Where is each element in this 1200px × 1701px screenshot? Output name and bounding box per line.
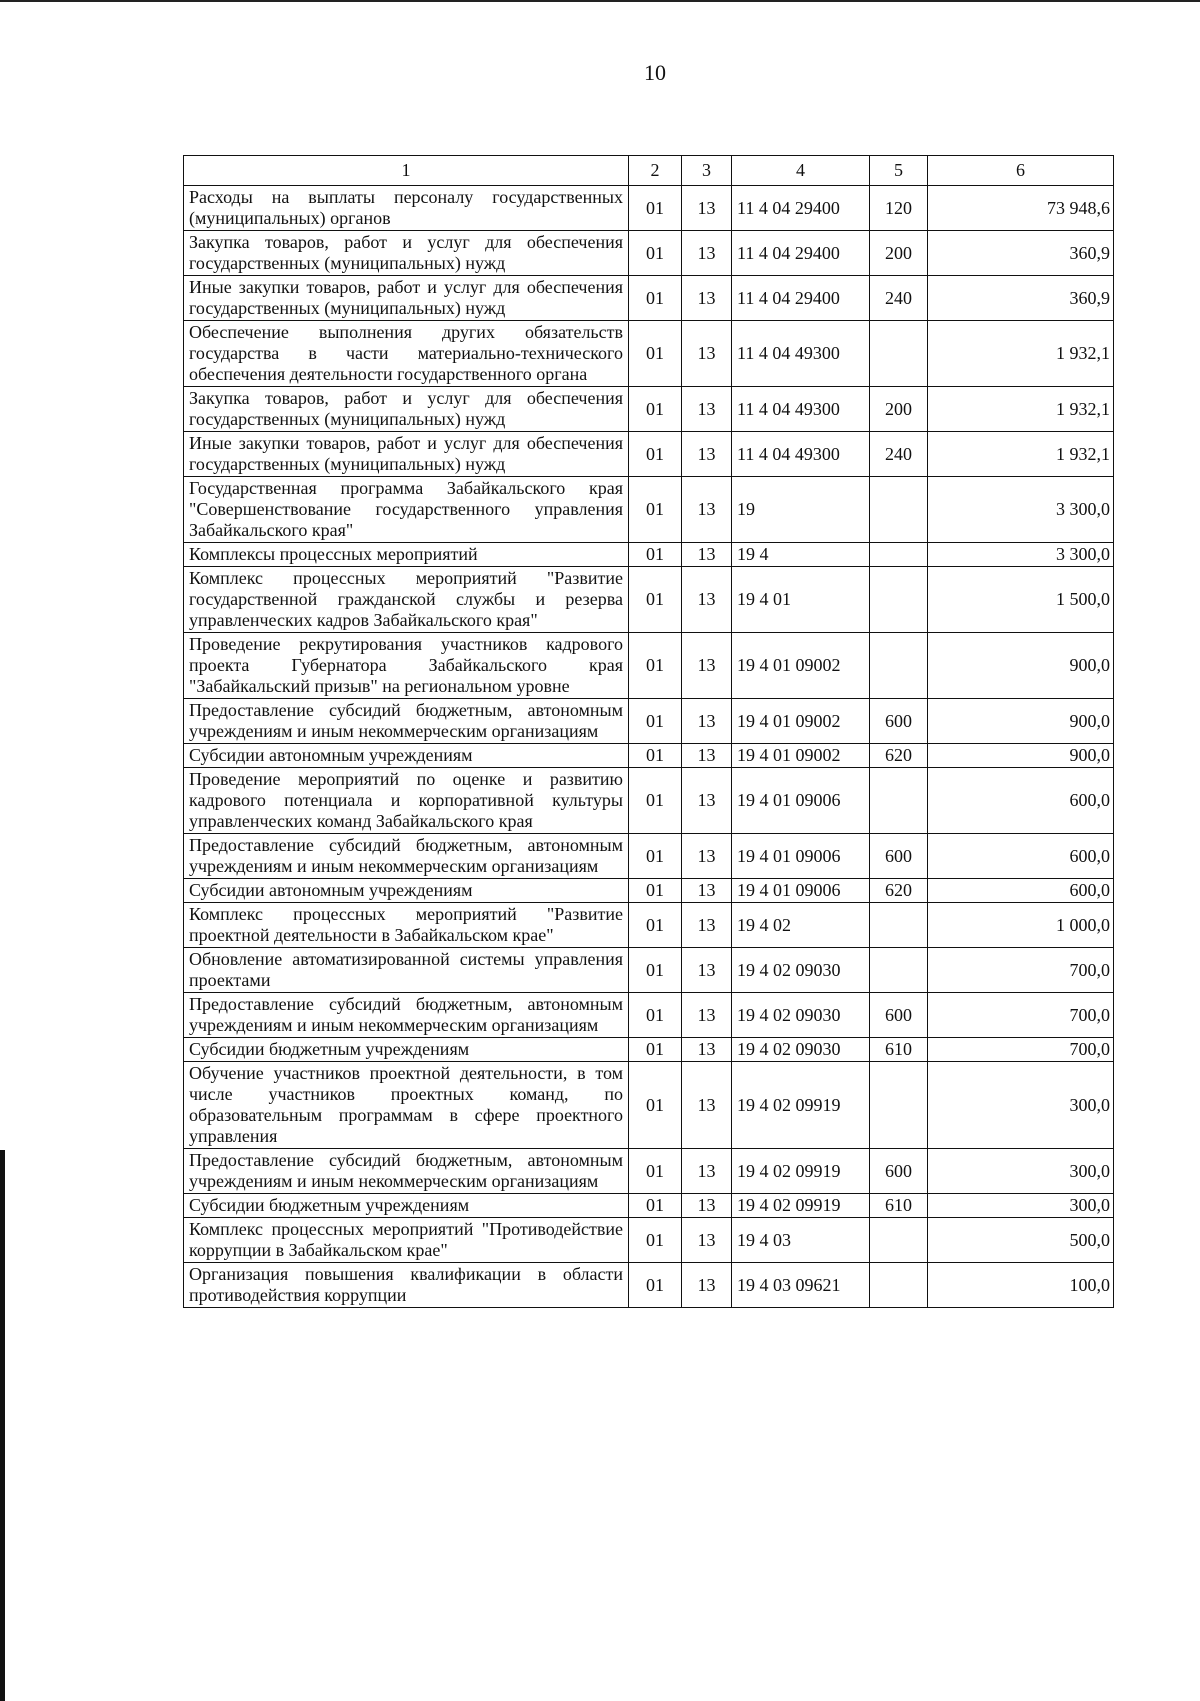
table-body (184, 186, 1114, 1308)
row-type-cell: 600 (870, 834, 928, 879)
header-col-1: 1 (184, 156, 629, 186)
row-type-cell: 240 (870, 432, 928, 477)
row-type-cell: 620 (870, 744, 928, 768)
row-amount-cell: 600,0 (928, 834, 1114, 879)
row-type-cell (870, 633, 928, 699)
row-type-cell (870, 543, 928, 567)
table-row (184, 1149, 1114, 1194)
row-name-cell: Иные закупки товаров, работ и услуг для обеспечения государственных (муниципальных) нужд (184, 276, 629, 321)
row-subsection-cell: 13 (682, 903, 732, 948)
row-type-cell (870, 903, 928, 948)
row-section-cell: 01 (629, 834, 682, 879)
row-name-cell: Проведение мероприятий по оценке и развитию кадрового потенциала и корпоративной культуры управленческих команд Забайкальского края (184, 768, 629, 834)
row-name-cell: Закупка товаров, работ и услуг для обеспечения государственных (муниципальных) нужд (184, 387, 629, 432)
row-section-cell: 01 (629, 633, 682, 699)
row-name-cell: Комплекс процессных мероприятий "Развитие проектной деятельности в Забайкальском крае" (184, 903, 629, 948)
row-amount-cell: 3 300,0 (928, 477, 1114, 543)
table-row (184, 231, 1114, 276)
row-section-cell: 01 (629, 432, 682, 477)
table-row (184, 543, 1114, 567)
row-subsection-cell: 13 (682, 321, 732, 387)
row-subsection-cell: 13 (682, 477, 732, 543)
row-subsection-cell: 13 (682, 1194, 732, 1218)
row-amount-cell: 900,0 (928, 744, 1114, 768)
row-subsection-cell: 13 (682, 1218, 732, 1263)
row-code-cell: 19 4 01 09002 (732, 699, 870, 744)
row-subsection-cell: 13 (682, 879, 732, 903)
row-name-cell: Субсидии бюджетным учреждениям (184, 1038, 629, 1062)
row-subsection-cell: 13 (682, 1062, 732, 1149)
row-code-cell: 19 4 02 09919 (732, 1062, 870, 1149)
table-row (184, 1218, 1114, 1263)
row-amount-cell: 600,0 (928, 768, 1114, 834)
row-amount-cell: 700,0 (928, 948, 1114, 993)
row-type-cell (870, 1218, 928, 1263)
row-section-cell: 01 (629, 567, 682, 633)
header-col-6: 6 (928, 156, 1114, 186)
row-name-cell: Обеспечение выполнения других обязательств государства в части материально-технического обеспечения деятельности государственного органа (184, 321, 629, 387)
row-subsection-cell: 13 (682, 186, 732, 231)
row-amount-cell: 100,0 (928, 1263, 1114, 1308)
budget-table (183, 155, 1114, 1308)
row-code-cell: 19 4 (732, 543, 870, 567)
row-code-cell: 19 4 03 09621 (732, 1263, 870, 1308)
header-row (184, 156, 1114, 186)
row-subsection-cell: 13 (682, 834, 732, 879)
row-type-cell (870, 768, 928, 834)
row-code-cell: 19 4 01 (732, 567, 870, 633)
row-amount-cell: 360,9 (928, 276, 1114, 321)
row-amount-cell: 500,0 (928, 1218, 1114, 1263)
table-row (184, 633, 1114, 699)
table-row (184, 1038, 1114, 1062)
row-subsection-cell: 13 (682, 948, 732, 993)
row-name-cell: Комплекс процессных мероприятий "Развитие государственной гражданской службы и резерва управленческих кадров Забайкальского края" (184, 567, 629, 633)
row-amount-cell: 700,0 (928, 993, 1114, 1038)
row-subsection-cell: 13 (682, 768, 732, 834)
row-code-cell: 11 4 04 29400 (732, 186, 870, 231)
scan-left-edge (0, 1150, 5, 1701)
row-subsection-cell: 13 (682, 699, 732, 744)
row-subsection-cell: 13 (682, 1038, 732, 1062)
row-type-cell (870, 321, 928, 387)
row-code-cell: 11 4 04 49300 (732, 387, 870, 432)
row-type-cell: 200 (870, 387, 928, 432)
row-section-cell: 01 (629, 543, 682, 567)
row-section-cell: 01 (629, 1149, 682, 1194)
row-subsection-cell: 13 (682, 432, 732, 477)
header-col-4: 4 (732, 156, 870, 186)
row-subsection-cell: 13 (682, 276, 732, 321)
row-name-cell: Субсидии автономным учреждениям (184, 879, 629, 903)
row-type-cell: 610 (870, 1194, 928, 1218)
row-name-cell: Субсидии автономным учреждениям (184, 744, 629, 768)
row-code-cell: 11 4 04 29400 (732, 231, 870, 276)
row-code-cell: 19 4 01 09006 (732, 879, 870, 903)
row-amount-cell: 1 932,1 (928, 432, 1114, 477)
row-subsection-cell: 13 (682, 744, 732, 768)
table-header (184, 156, 1114, 186)
row-section-cell: 01 (629, 948, 682, 993)
row-section-cell: 01 (629, 1194, 682, 1218)
table-row (184, 879, 1114, 903)
row-name-cell: Закупка товаров, работ и услуг для обеспечения государственных (муниципальных) нужд (184, 231, 629, 276)
row-type-cell: 610 (870, 1038, 928, 1062)
row-name-cell: Субсидии бюджетным учреждениям (184, 1194, 629, 1218)
table-row (184, 1062, 1114, 1149)
row-section-cell: 01 (629, 699, 682, 744)
row-section-cell: 01 (629, 1263, 682, 1308)
row-amount-cell: 360,9 (928, 231, 1114, 276)
row-amount-cell: 300,0 (928, 1194, 1114, 1218)
row-type-cell: 600 (870, 699, 928, 744)
header-col-5: 5 (870, 156, 928, 186)
page-number: 10 (644, 60, 666, 85)
row-code-cell: 19 4 02 09919 (732, 1149, 870, 1194)
header-col-3: 3 (682, 156, 732, 186)
row-section-cell: 01 (629, 879, 682, 903)
row-code-cell: 19 4 02 09030 (732, 993, 870, 1038)
row-type-cell (870, 948, 928, 993)
table-row (184, 1263, 1114, 1308)
table-row (184, 276, 1114, 321)
header-col-2: 2 (629, 156, 682, 186)
row-type-cell (870, 567, 928, 633)
row-type-cell: 620 (870, 879, 928, 903)
table-row (184, 477, 1114, 543)
table-row (184, 948, 1114, 993)
table-row (184, 321, 1114, 387)
row-subsection-cell: 13 (682, 1263, 732, 1308)
row-name-cell: Иные закупки товаров, работ и услуг для обеспечения государственных (муниципальных) нужд (184, 432, 629, 477)
table-row (184, 387, 1114, 432)
row-subsection-cell: 13 (682, 231, 732, 276)
row-type-cell: 600 (870, 993, 928, 1038)
row-name-cell: Проведение рекрутирования участников кадрового проекта Губернатора Забайкальского края "Забайкальский призыв" на региональном уровне (184, 633, 629, 699)
row-subsection-cell: 13 (682, 993, 732, 1038)
row-type-cell: 240 (870, 276, 928, 321)
table-row (184, 567, 1114, 633)
row-type-cell (870, 477, 928, 543)
row-type-cell: 600 (870, 1149, 928, 1194)
row-amount-cell: 600,0 (928, 879, 1114, 903)
row-section-cell: 01 (629, 1062, 682, 1149)
row-subsection-cell: 13 (682, 567, 732, 633)
row-code-cell: 11 4 04 49300 (732, 321, 870, 387)
row-section-cell: 01 (629, 903, 682, 948)
row-type-cell: 120 (870, 186, 928, 231)
row-type-cell: 200 (870, 231, 928, 276)
row-name-cell: Обновление автоматизированной системы управления проектами (184, 948, 629, 993)
row-amount-cell: 1 000,0 (928, 903, 1114, 948)
row-amount-cell: 1 500,0 (928, 567, 1114, 633)
row-section-cell: 01 (629, 1218, 682, 1263)
row-subsection-cell: 13 (682, 543, 732, 567)
table-row (184, 993, 1114, 1038)
row-amount-cell: 900,0 (928, 699, 1114, 744)
row-name-cell: Предоставление субсидий бюджетным, автономным учреждениям и иным некоммерческим организациям (184, 1149, 629, 1194)
row-name-cell: Государственная программа Забайкальского края "Совершенствование государственного управления Забайкальского края" (184, 477, 629, 543)
row-code-cell: 11 4 04 29400 (732, 276, 870, 321)
row-subsection-cell: 13 (682, 633, 732, 699)
row-code-cell: 19 4 02 09919 (732, 1194, 870, 1218)
row-subsection-cell: 13 (682, 1149, 732, 1194)
scan-top-border (0, 0, 1200, 2)
row-name-cell: Предоставление субсидий бюджетным, автономным учреждениям и иным некоммерческим организациям (184, 834, 629, 879)
row-section-cell: 01 (629, 387, 682, 432)
table-row (184, 186, 1114, 231)
row-section-cell: 01 (629, 1038, 682, 1062)
row-subsection-cell: 13 (682, 387, 732, 432)
row-code-cell: 19 4 03 (732, 1218, 870, 1263)
row-amount-cell: 73 948,6 (928, 186, 1114, 231)
row-code-cell: 19 4 02 09030 (732, 1038, 870, 1062)
row-code-cell: 19 4 02 09030 (732, 948, 870, 993)
row-section-cell: 01 (629, 744, 682, 768)
table-row (184, 1194, 1114, 1218)
table-row (184, 699, 1114, 744)
row-code-cell: 19 4 02 (732, 903, 870, 948)
row-type-cell (870, 1062, 928, 1149)
row-amount-cell: 900,0 (928, 633, 1114, 699)
row-code-cell: 19 4 01 09002 (732, 633, 870, 699)
row-amount-cell: 1 932,1 (928, 387, 1114, 432)
table-row (184, 744, 1114, 768)
row-code-cell: 19 4 01 09006 (732, 834, 870, 879)
row-name-cell: Комплекс процессных мероприятий "Противодействие коррупции в Забайкальском крае" (184, 1218, 629, 1263)
row-amount-cell: 1 932,1 (928, 321, 1114, 387)
row-section-cell: 01 (629, 477, 682, 543)
row-section-cell: 01 (629, 276, 682, 321)
row-name-cell: Предоставление субсидий бюджетным, автономным учреждениям и иным некоммерческим организациям (184, 993, 629, 1038)
row-section-cell: 01 (629, 231, 682, 276)
row-amount-cell: 300,0 (928, 1062, 1114, 1149)
row-code-cell: 19 (732, 477, 870, 543)
row-name-cell: Комплексы процессных мероприятий (184, 543, 629, 567)
table-row (184, 432, 1114, 477)
row-section-cell: 01 (629, 321, 682, 387)
row-section-cell: 01 (629, 186, 682, 231)
table-row (184, 768, 1114, 834)
row-code-cell: 11 4 04 49300 (732, 432, 870, 477)
row-code-cell: 19 4 01 09002 (732, 744, 870, 768)
row-amount-cell: 700,0 (928, 1038, 1114, 1062)
table-row (184, 903, 1114, 948)
row-section-cell: 01 (629, 768, 682, 834)
row-name-cell: Организация повышения квалификации в области противодействия коррупции (184, 1263, 629, 1308)
row-name-cell: Обучение участников проектной деятельности, в том числе участников проектных команд, по образовательным программам в сфере проектного управления (184, 1062, 629, 1149)
row-name-cell: Предоставление субсидий бюджетным, автономным учреждениям и иным некоммерческим организациям (184, 699, 629, 744)
row-amount-cell: 3 300,0 (928, 543, 1114, 567)
table-row (184, 834, 1114, 879)
row-section-cell: 01 (629, 993, 682, 1038)
row-type-cell (870, 1263, 928, 1308)
row-name-cell: Расходы на выплаты персоналу государственных (муниципальных) органов (184, 186, 629, 231)
row-amount-cell: 300,0 (928, 1149, 1114, 1194)
row-code-cell: 19 4 01 09006 (732, 768, 870, 834)
